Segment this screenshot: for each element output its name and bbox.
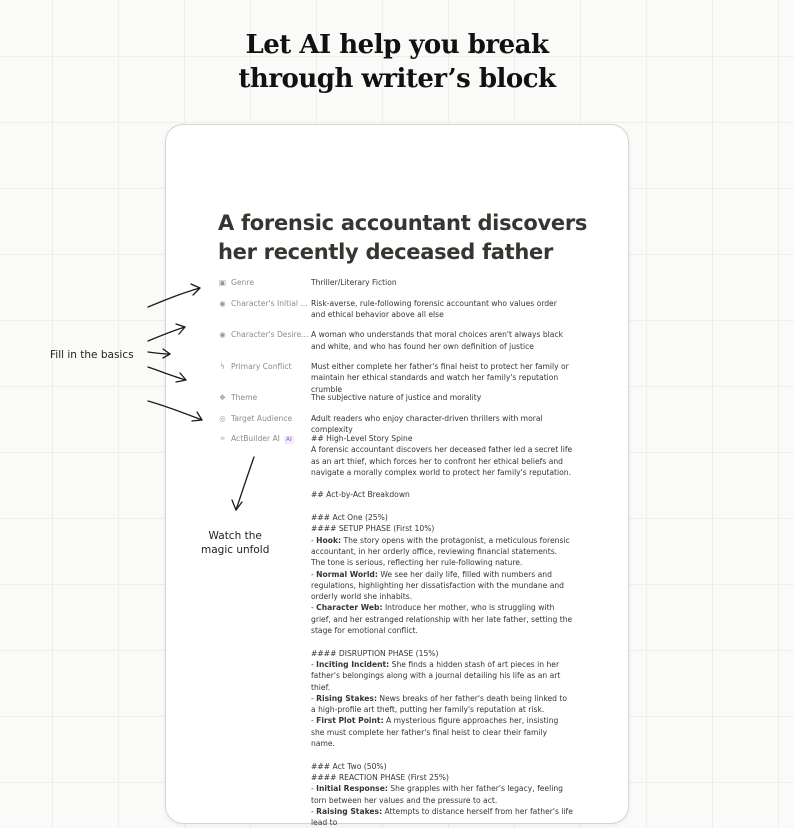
property-value-primary-conflict[interactable]: Must either complete her father's final heist to protect her family or maintain her ethical standards and watch her family's reputation crumble (311, 361, 569, 394)
rising-stakes-text: News breaks of her father's death being linked to a high-profile art theft, putting her family's reputation at risk. (311, 693, 568, 715)
plot-point-text: A mysterious figure approaches her, insisting she must complete her father's final heist to clear their family name. (311, 716, 559, 749)
list-item: - Hook: The story opens with the protagonist, a meticulous forensic accountant, in her orderly office, reviewing financial statements. The tone is serious, reflecting her rule-following nature. (311, 535, 570, 568)
property-target-audience[interactable] (218, 413, 618, 434)
property-label-desired-state: Character's Desire... (231, 330, 309, 339)
target-icon: ◎ (219, 413, 226, 423)
property-value-initial-state[interactable]: Risk-averse, rule-following forensic accountant who values order and ethical behavior above all else (311, 298, 557, 319)
property-initial-state[interactable] (218, 298, 618, 330)
list-item: - Initial Response: She grapples with her father's legacy, feeling torn between her values and the pressure to act. (311, 784, 563, 805)
hook-text: The story opens with the protagonist, a meticulous forensic accountant, in her orderly office, reviewing financial statements. The tone is serious, reflecting her rule-following nature. (311, 535, 570, 568)
watch-line-1: Watch the (208, 530, 262, 542)
character-web-label: Character Web: (316, 603, 383, 613)
headline-line-2: through writer’s block (238, 64, 556, 94)
watch-line-2: magic unfold (201, 544, 270, 556)
property-actbuilder-ai[interactable] (218, 433, 618, 828)
property-value-desired-state[interactable]: A woman who understands that moral choices aren't always black and white, and who has found her own definition of justice (311, 330, 564, 351)
property-value-genre[interactable]: Thriller/Literary Fiction (311, 278, 397, 287)
initial-response-label: Initial Response: (316, 784, 388, 794)
spine-heading: ## High-Level Story Spine (311, 434, 413, 443)
sparkle-icon: ✧ (219, 434, 226, 443)
property-key (218, 361, 306, 373)
list-item: - First Plot Point: A mysterious figure approaches her, insisting she must complete her father's final heist to clear their family name. (311, 716, 559, 749)
page-title-line-1: A forensic accountant discovers (218, 211, 588, 235)
disruption-heading: #### DISRUPTION PHASE (15%) (311, 648, 439, 658)
list-item: - Character Web: Introduce her mother, who is struggling with grief, and her estranged relationship with her late father, setting the stage for emotional conflict. (311, 603, 573, 636)
list-item: - Raising Stakes: Attempts to distance herself from her father's life lead to (311, 806, 573, 828)
shapes-icon: ❖ (219, 393, 226, 402)
act-two-heading: ### Act Two (50%) (311, 761, 387, 771)
property-desired-state[interactable] (218, 329, 618, 361)
list-item: - Rising Stakes: News breaks of her father's death being linked to a high-profile art theft, putting her family's reputation at risk. (311, 693, 568, 715)
property-key (218, 433, 306, 445)
property-value-theme[interactable]: The subjective nature of justice and morality (311, 393, 482, 402)
normal-world-text: We see her daily life, filled with numbers and regulations, highlighting her dissatisfaction with the mundane and orderly world she inhabits. (311, 569, 565, 602)
property-label-actbuilder-ai: ActBuilder AI (231, 434, 280, 443)
ai-badge: AI (285, 436, 292, 443)
property-label-genre: Genre (231, 278, 254, 287)
initial-response-text: She grapples with her father's legacy, feeling torn between her values and the pressure to act. (311, 784, 563, 805)
character-web-text: Introduce her mother, who is struggling with grief, and her estranged relationship with her late father, setting the stage for emotional conflict. (311, 603, 573, 636)
watch-magic-annotation (201, 529, 269, 557)
setup-heading: #### SETUP PHASE (First 10%) (311, 524, 435, 534)
property-theme[interactable] (218, 392, 618, 413)
lightning-icon: ϟ (220, 361, 225, 371)
page-title-line-2: her recently deceased father (218, 240, 554, 264)
list-item: - Inciting Incident: She finds a hidden stash of art pieces in her father's belongings along with a journal detailing his life as an art thief. (311, 659, 561, 692)
headline (0, 28, 794, 96)
property-primary-conflict[interactable] (218, 361, 618, 393)
raising-stakes-label: Raising Stakes: (316, 806, 383, 816)
normal-world-label: Normal World: (316, 569, 378, 579)
property-value-target-audience[interactable]: Adult readers who enjoy character-driven thrillers with moral complexity (311, 413, 543, 434)
property-label-target-audience: Target Audience (231, 413, 293, 423)
user-circle-icon: ◉ (219, 298, 226, 308)
rising-stakes-label: Rising Stakes: (316, 693, 377, 703)
briefcase-icon: ▣ (218, 278, 227, 287)
list-item: - Normal World: We see her daily life, filled with numbers and regulations, highlighting her dissatisfaction with the mundane and orderly world she inhabits. (311, 569, 565, 602)
property-genre[interactable] (218, 277, 618, 298)
property-key (218, 413, 306, 425)
headline-line-1: Let AI help you break (245, 30, 549, 60)
property-label-initial-state: Character's Initial ... (231, 298, 308, 308)
property-key (218, 392, 306, 404)
property-label-theme: Theme (231, 393, 258, 402)
user-circle-icon: ◉ (219, 330, 226, 339)
inciting-text: She finds a hidden stash of art pieces in her father's belongings along with a journal detailing his life as an art thief. (311, 659, 561, 692)
inciting-label: Inciting Incident: (316, 659, 390, 669)
properties-panel (218, 277, 618, 828)
ai-output-text[interactable] (311, 433, 573, 828)
hook-label: Hook: (316, 535, 342, 545)
act-one-heading: ### Act One (25%) (311, 513, 388, 523)
property-key (218, 277, 306, 289)
page-title[interactable] (218, 209, 608, 267)
property-key (218, 329, 309, 341)
property-label-primary-conflict: Primary Conflict (231, 361, 292, 371)
document-card (165, 124, 629, 828)
breakdown-heading: ## Act-by-Act Breakdown (311, 490, 410, 500)
reaction-heading: #### REACTION PHASE (First 25%) (311, 772, 449, 782)
plot-point-label: First Plot Point: (316, 716, 384, 726)
spine-text: A forensic accountant discovers her deceased father led a secret life as an art thief, which forces her to confront her ethical beliefs and navigate a morally complex world to protect her family's reputation. (311, 445, 573, 477)
fill-basics-annotation: Fill in the basics (50, 349, 134, 361)
property-key (218, 298, 306, 310)
raising-stakes-text: Attempts to distance herself from her father's life lead to (311, 806, 573, 828)
